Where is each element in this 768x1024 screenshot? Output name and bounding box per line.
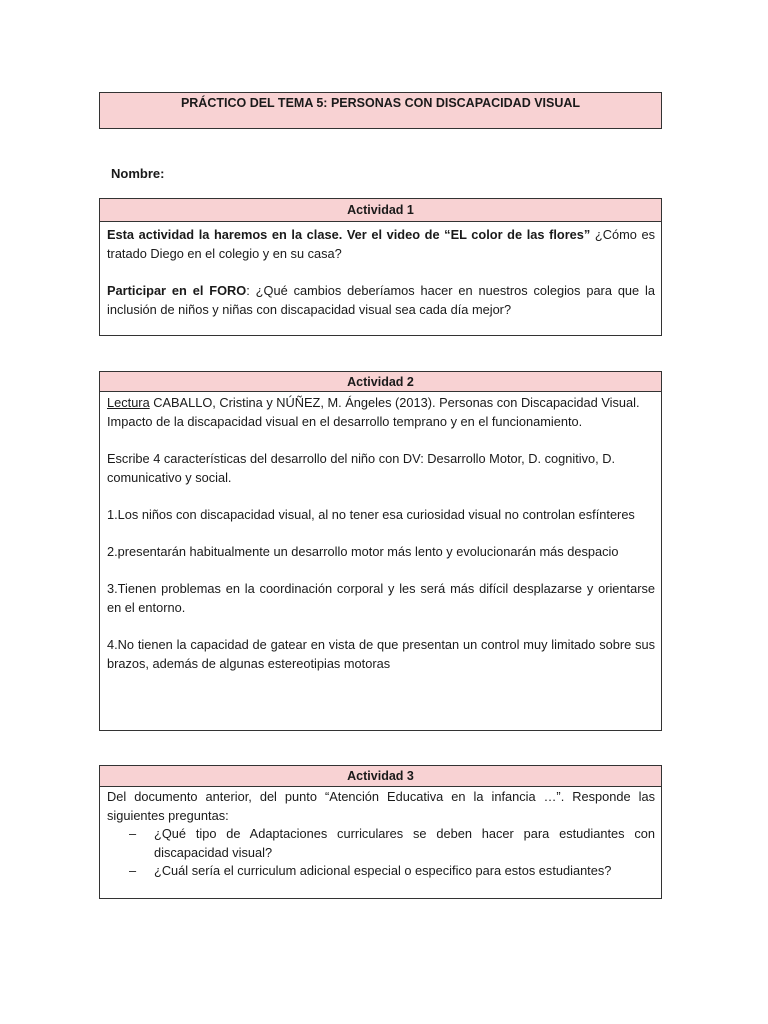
lectura-text: CABALLO, Cristina y NÚÑEZ, M. Ángeles (2013). Personas con Discapacidad Visual. Impacto de la discapacidad visual en el desarrollo temprano y en el funcionamiento. xyxy=(107,395,640,429)
actividad-3-question-1: – ¿Qué tipo de Adaptaciones curriculares se deben hacer para estudiantes con discapacidad visual? xyxy=(129,825,655,862)
actividad-2-item-4: 4.No tienen la capacidad de gatear en vista de que presentan un control muy limitado sobre sus brazos, además de algunas estereotipias motoras xyxy=(107,637,655,671)
actividad-3-question-list xyxy=(107,825,655,881)
actividad-2-item-3: 3.Tienen problemas en la coordinación corporal y les será más difícil desplazarse y orientarse en el entorno. xyxy=(107,581,655,615)
actividad-1-paragraph-1 xyxy=(107,225,655,263)
actividad-2-body xyxy=(100,392,661,679)
actividad-2-box xyxy=(99,371,662,731)
lectura-label: Lectura xyxy=(107,395,150,410)
actividad-1-p1-bold: Esta actividad la haremos en la clase. Ver el video de “EL color de las flores” xyxy=(107,227,591,242)
actividad-1-p2-bold: Participar en el FORO xyxy=(107,283,247,298)
actividad-1-paragraph-2 xyxy=(107,281,655,319)
actividad-3-question-2: – ¿Cuál sería el curriculum adicional especial o especifico para estos estudiantes? xyxy=(129,862,655,881)
nombre-label: Nombre: xyxy=(111,166,165,181)
actividad-3-body xyxy=(100,787,661,887)
actividad-2-header: Actividad 2 xyxy=(100,372,661,392)
actividad-1-header: Actividad 1 xyxy=(100,199,661,222)
actividad-1-p2-rest: : ¿Qué cambios deberíamos hacer en nuestros colegios para que la inclusión de niños y niñas con discapacidad visual sea cada día mejor? xyxy=(107,283,656,317)
actividad-1-box xyxy=(99,198,662,336)
actividad-2-instruction: Escribe 4 características del desarrollo del niño con DV: Desarrollo Motor, D. cognitivo, D. comunicativo y social. xyxy=(107,451,616,485)
actividad-3-box xyxy=(99,765,662,899)
actividad-2-lectura xyxy=(107,393,655,431)
actividad-2-item-2: 2.presentarán habitualmente un desarrollo motor más lento y evolucionarán más despacio xyxy=(107,544,619,559)
actividad-3-intro: Del documento anterior, del punto “Atención Educativa en la infancia …”. Responde las siguientes preguntas: xyxy=(107,789,655,823)
actividad-1-p1-rest: ¿Cómo es tratado Diego en el colegio y en su casa? xyxy=(107,227,655,261)
actividad-1-body xyxy=(100,222,661,325)
document-title-box xyxy=(99,92,662,129)
actividad-3-header: Actividad 3 xyxy=(100,766,661,787)
document-title: PRÁCTICO DEL TEMA 5: PERSONAS CON DISCAPACIDAD VISUAL xyxy=(180,96,581,110)
actividad-2-item-1: 1.Los niños con discapacidad visual, al no tener esa curiosidad visual no controlan esfínteres xyxy=(107,507,635,522)
